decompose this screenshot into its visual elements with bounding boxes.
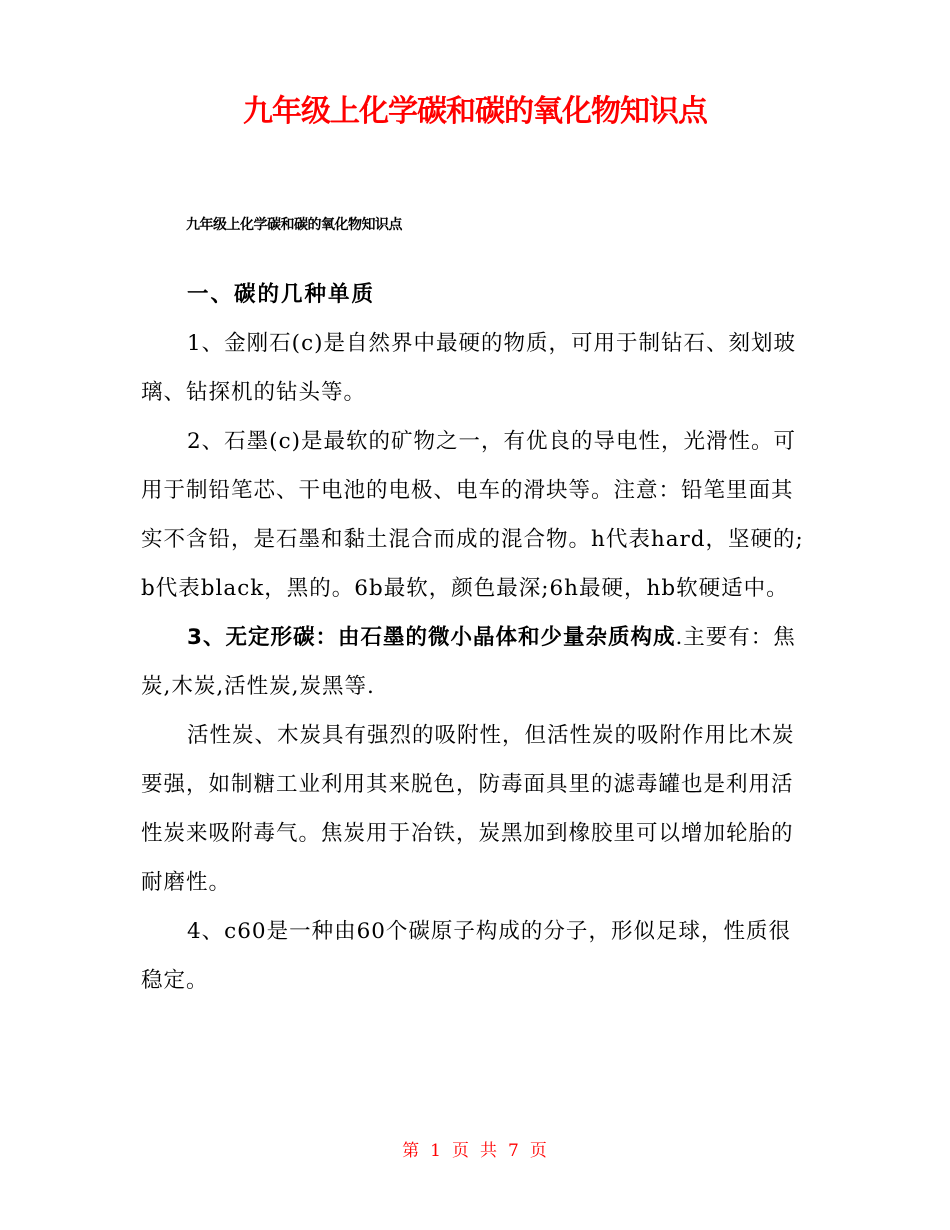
paragraph-rest: .主要有：焦炭,木炭,活性炭,炭黑等.	[141, 625, 796, 699]
footer-gong: 共	[480, 1141, 498, 1161]
document-title: 九年级上化学碳和碳的氧化物知识点	[243, 94, 707, 129]
footer-ye2: 页	[529, 1141, 548, 1161]
document-subtitle: 九年级上化学碳和碳的氧化物知识点	[186, 217, 402, 233]
paragraph-c60: 4、c60是一种由60个碳原子构成的分子，形似足球，性质很稳定。	[141, 919, 791, 993]
section-heading: 一、碳的几种单质	[187, 282, 376, 307]
page-footer	[0, 1136, 950, 1161]
paragraph-activated-carbon: 活性炭、木炭具有强烈的吸附性，但活性炭的吸附作用比木炭要强，如制糖工业利用其来脱色，防毒面具里的滤毒罐也是利用活性炭来吸附毒气。焦炭用于冶铁，炭黑加到橡胶里可以增加轮胎的耐磨性。	[141, 723, 795, 895]
footer-page-current: 1	[430, 1141, 442, 1161]
footer-ye: 页	[452, 1141, 470, 1161]
footer-page-total: 7	[508, 1141, 520, 1161]
paragraph-amorphous-carbon	[141, 613, 811, 711]
paragraph-lead-bold: 3、无定形碳：由石墨的微小晶体和少量杂质构成	[187, 625, 676, 650]
paragraph-diamond: 1、金刚石(c)是自然界中最硬的物质，可用于制钻石、刻划玻璃、钻探机的钻头等。	[141, 331, 796, 405]
paragraph-graphite: 2、石墨(c)是最软的矿物之一，有优良的导电性，光滑性。可用于制铅笔芯、干电池的电极、电车的滑块等。注意：铅笔里面其实不含铅，是石墨和黏土混合而成的混合物。h代表hard，坚硬的;b代表black，黑的。6b最软，颜色最深;6h最硬，hb软硬适中。	[141, 429, 804, 601]
document-body	[141, 270, 811, 1005]
footer-di: 第	[402, 1141, 421, 1161]
